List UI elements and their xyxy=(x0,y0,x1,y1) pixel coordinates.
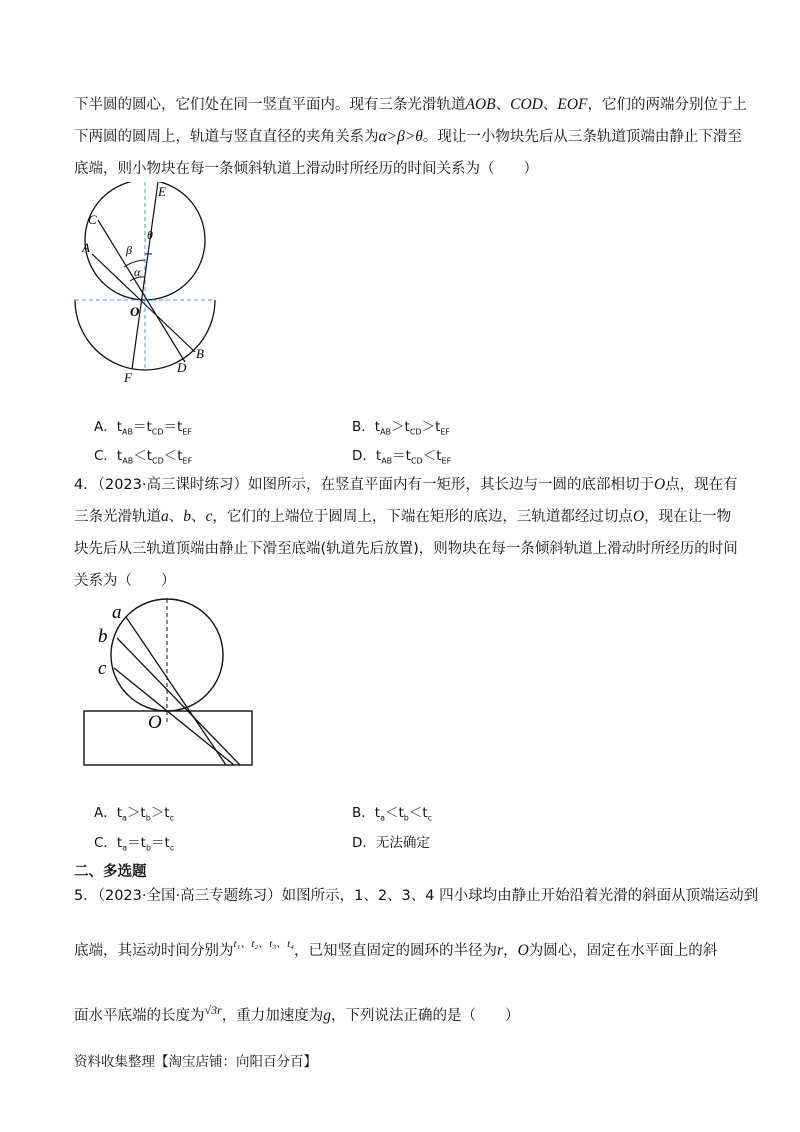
label-O: O xyxy=(130,304,140,319)
q3-option-a[interactable]: A．$t_{AB}=t_{CD}=t_{EF}$ xyxy=(94,419,192,437)
label-F: F xyxy=(124,370,132,385)
label-beta: β xyxy=(126,243,132,257)
q4-option-a[interactable]: A．$t_a>t_b>t_c$ xyxy=(94,805,175,823)
label-D: D xyxy=(177,360,187,375)
label-alpha: α xyxy=(134,265,141,279)
q3-line2: 下两圆的圆周上，轨道与竖直直径的夹角关系为α>β>θ。现让一小物块先后从三条轨道顶端由静止下滑至 xyxy=(74,128,742,145)
q5-line3: 面水平底端的长度为$^{√3r}$，重力加速度为g，下列说法正确的是（ ） xyxy=(74,1003,520,1024)
label-O: O xyxy=(148,712,162,733)
q5-line1: 5．（2023·全国·高三专题练习）如图所示，1、2、3、4 四小球均由静止开始沿着光滑的斜面从顶端运动到 xyxy=(74,888,759,904)
section-multi-choice: 二、多选题 xyxy=(74,864,147,880)
q4-option-c[interactable]: C．$t_a=t_b=t_c$ xyxy=(94,835,175,853)
label-b: b xyxy=(98,626,108,647)
q3-option-b[interactable]: B．$t_{AB}>t_{CD}>t_{EF}$ xyxy=(352,419,451,437)
label-a: a xyxy=(112,602,122,623)
q3-option-d[interactable]: D．$t_{AB}=t_{CD}<t_{EF}$ xyxy=(352,448,452,466)
q4-line2: 三条光滑轨道a、b、c，它们的上端位于圆周上，下端在矩形的底边，三轨道都经过切点O，现在让一物 xyxy=(74,508,732,525)
q3-line1: 下半圆的圆心，它们处在同一竖直平面内。现有三条光滑轨道AOB、COD、EOF，它们的两端分别位于上 xyxy=(74,96,748,113)
q3-figure xyxy=(60,182,230,392)
q4-line1: 4．（2023·高三课时练习）如图所示，在竖直平面内有一矩形，其长边与一圆的底部相切于O点，现在有 xyxy=(74,476,738,493)
label-theta: θ xyxy=(147,228,153,242)
q3-option-c[interactable]: C．$t_{AB}<t_{CD}<t_{EF}$ xyxy=(94,448,193,466)
q5-line2: 底端，其运动时间分别为$^{t_1、t_2、t_3、t_4}$，已知竖直固定的圆环的半径为r，O为圆心，固定在水平面上的斜 xyxy=(74,938,718,959)
q4-option-d[interactable]: D．无法确定 xyxy=(352,835,430,851)
label-C: C xyxy=(88,212,97,227)
q4-figure xyxy=(80,598,260,770)
label-B: B xyxy=(196,346,204,361)
label-c: c xyxy=(98,658,107,679)
q3-line3: 底端，则小物块在每一条倾斜轨道上滑动时所经历的时间关系为（ ） xyxy=(74,161,538,177)
q4-option-b[interactable]: B．$t_a<t_b<t_c$ xyxy=(352,805,433,823)
q4-line3: 块先后从三轨道顶端由静止下滑至底端(轨道先后放置)，则物块在每一条倾斜轨道上滑动时所经历的时间 xyxy=(74,541,738,557)
label-A: A xyxy=(82,240,90,255)
q4-line4: 关系为（ ） xyxy=(74,573,176,589)
label-E: E xyxy=(158,184,166,199)
footer-source: 资料收集整理【淘宝店铺：向阳百分百】 xyxy=(74,1054,317,1070)
